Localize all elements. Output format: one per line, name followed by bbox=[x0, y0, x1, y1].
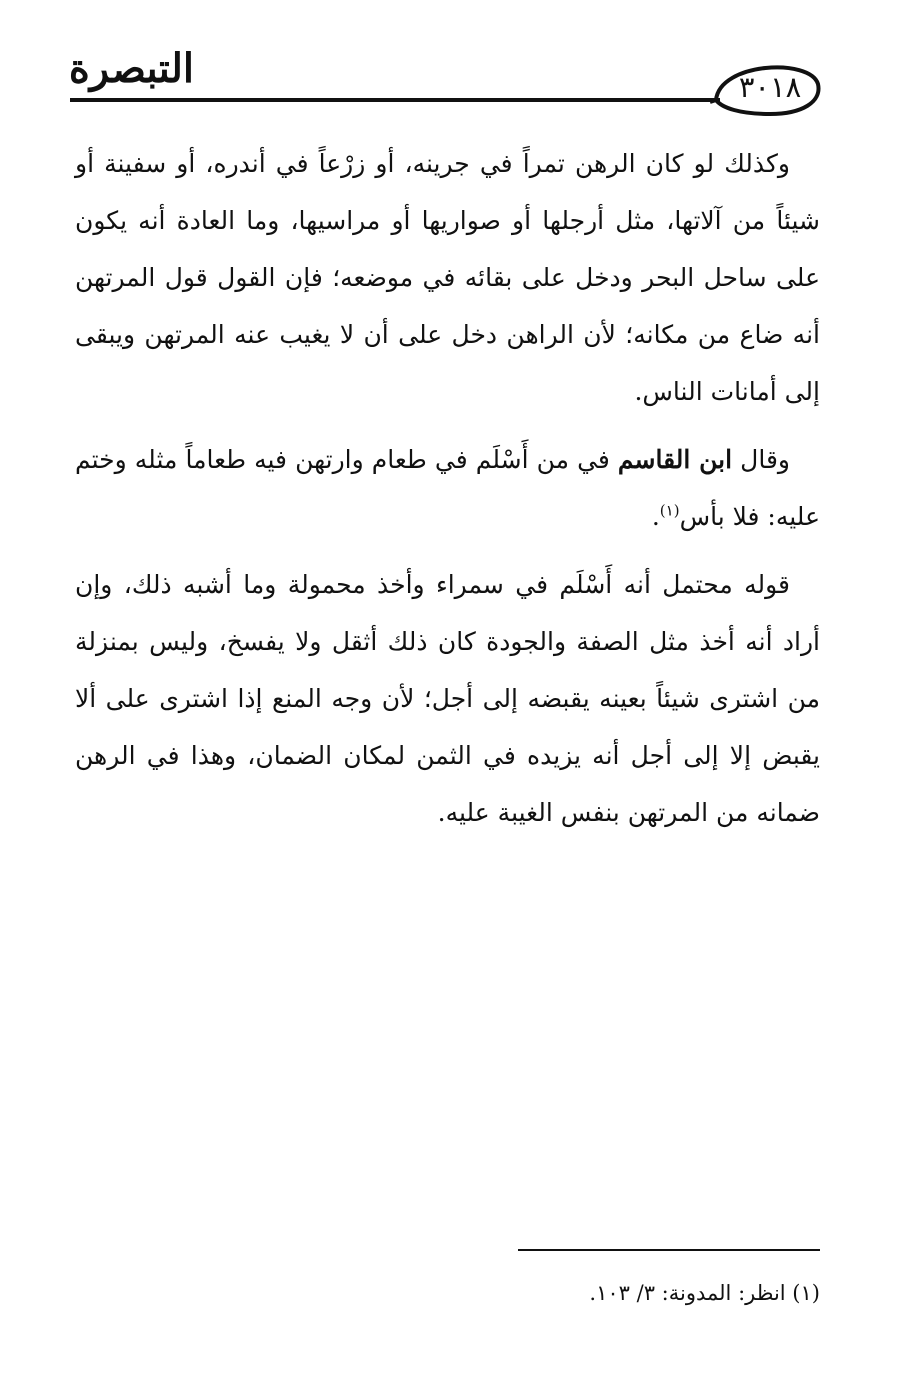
paragraph-2 bbox=[75, 431, 820, 545]
footnote-reference: (١) bbox=[659, 501, 680, 520]
page-number: ٣٠١٨ bbox=[738, 70, 802, 104]
footnote-separator bbox=[518, 1249, 820, 1251]
scholar-name: ابن القاسم bbox=[617, 445, 733, 474]
footnote-1: (١) انظر: المدونة: ٣/ ١٠٣. bbox=[589, 1281, 820, 1305]
main-text bbox=[75, 135, 820, 852]
page-header bbox=[70, 40, 828, 120]
header-rule bbox=[70, 98, 720, 102]
paragraph-2-lead: وقال bbox=[732, 445, 790, 474]
page-number-frame bbox=[710, 54, 824, 120]
paragraph-2-text: في من أَسْلَم في طعام وارتهن فيه طعاماً مثله وختم عليه: فلا بأس bbox=[75, 445, 820, 531]
paragraph-3: قوله محتمل أنه أَسْلَم في سمراء وأخذ محمولة وما أشبه ذلك، وإن أراد أنه أخذ مثل الصفة والجودة كان ذلك أثقل ولا يفسخ، وليس بمنزلة من اشترى شيئاً بعينه يقبضه إلى أجل؛ لأن وجه المنع إذا اشترى على ألا يقبض إلا إلى أجل أنه يزيده في الثمن لمكان الضمان، وهذا في الرهن ضمانه من المرتهن بنفس الغيبة عليه. bbox=[75, 570, 820, 827]
paragraph-2-end: . bbox=[651, 502, 660, 531]
book-title-calligraphy: التبصرة bbox=[68, 45, 194, 92]
paragraph-1: وكذلك لو كان الرهن تمراً في جرينه، أو زرْعاً في أندره، أو سفينة أو شيئاً من آلاتها، مثل أرجلها أو صواريها أو مراسيها، وما العادة أنه يكون على ساحل البحر ودخل على بقائه في موضعه؛ فإن القول قول المرتهن أنه ضاع من مكانه؛ لأن الراهن دخل على أن لا يغيب عنه المرتهن ويبقى إلى أمانات الناس. bbox=[75, 149, 820, 406]
